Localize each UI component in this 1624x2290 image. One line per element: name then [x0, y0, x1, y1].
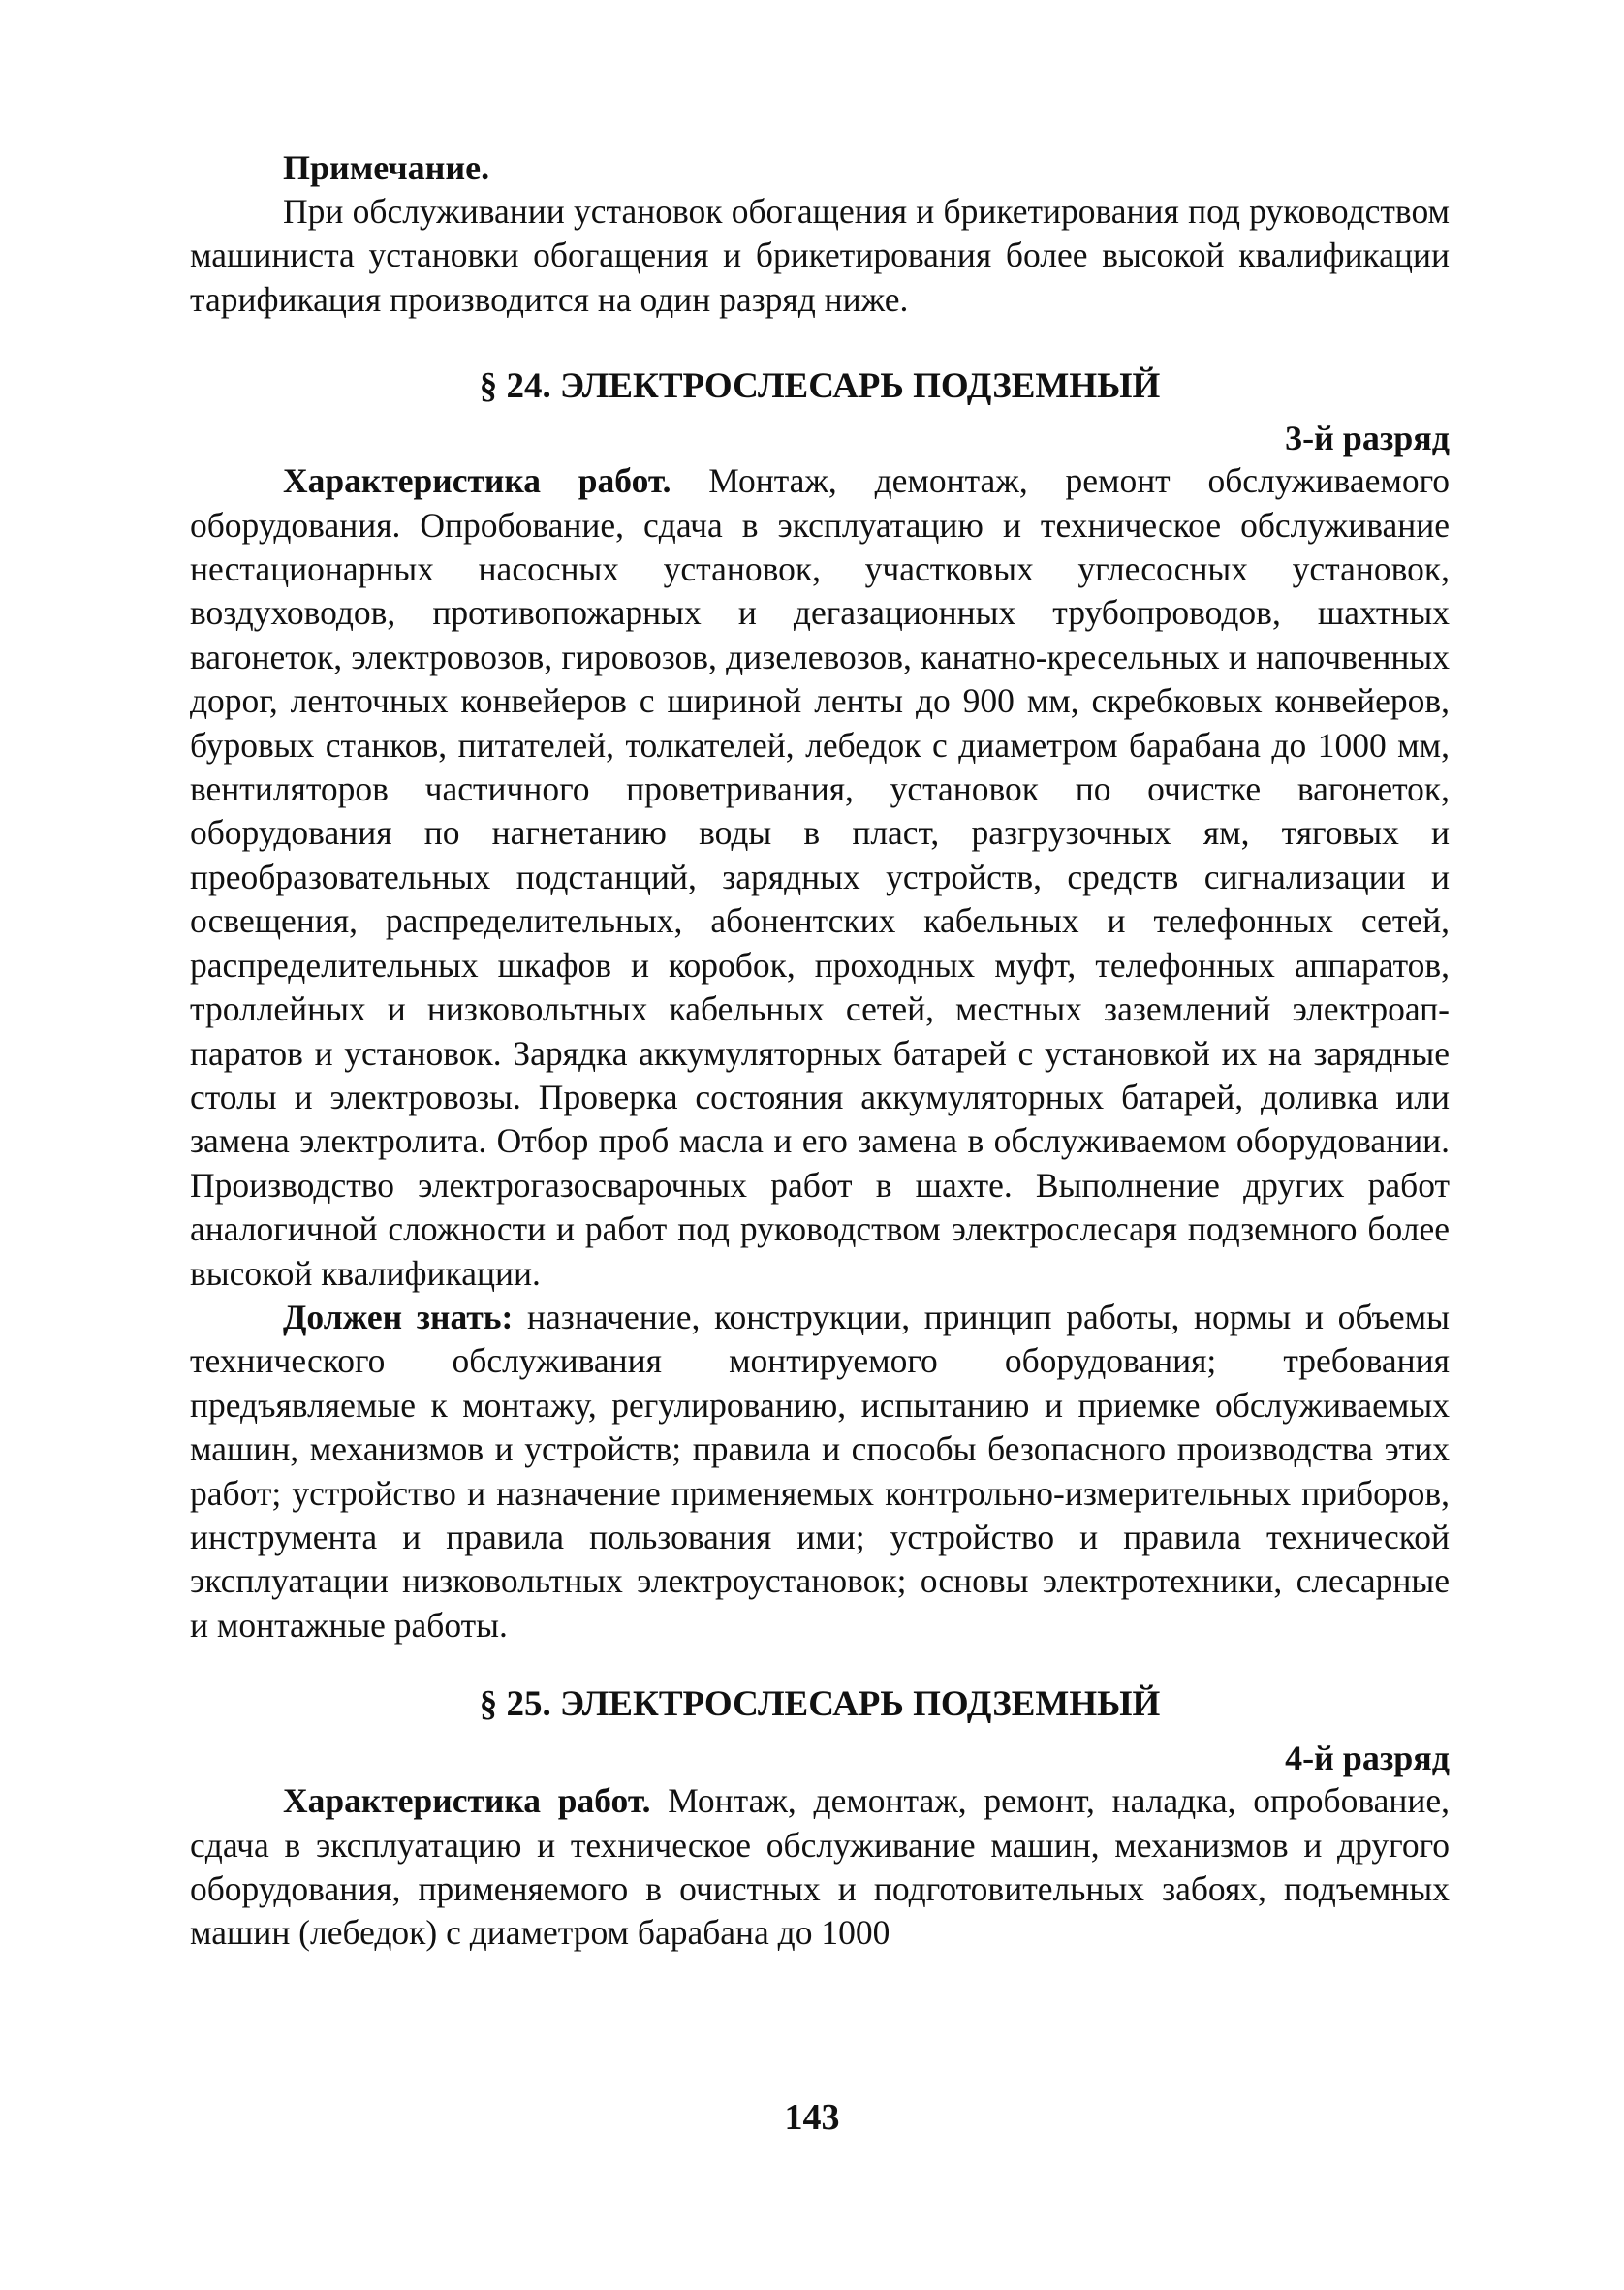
- section-25-title: § 25. ЭЛЕКТРОСЛЕСАРЬ ПОДЗЕМНЫЙ: [479, 1684, 1161, 1725]
- page-content: [190, 145, 1450, 1956]
- section-24-work-label: Характеристика работ.: [283, 461, 671, 501]
- section-25-grade: 4-й разряд: [1285, 1739, 1450, 1778]
- page-number: 143: [784, 2097, 840, 2138]
- section-24-work-text: Монтаж, демонтаж, ремонт обслуживаемого оборудования. Опробование, сдача в эксплуатацию и техническое обслуживание нестационарных насосных установок, участковых углесосных установок, воздуховодов, противопожарных и дегазационных трубопроводов, шахтных вагонеток, электровозов, гировозов, дизелевозов, канатно-кресельных и напочвенных дорог, ленточных конвейеров с шириной ленты до 900 мм, скребковых конвейеров, буровых станков, питателей, толкателей, лебедок с диаметром барабана до 1000 мм, вентиляторов частичного проветривания, установок по очистке вагонеток, оборудования по нагнетанию воды в пласт, разгрузочных ям, тяговых и преобразовательных подстанций, зарядных устройств, средств сигнализации и освещения, распределительных, абонентских кабельных и телефонных сетей, распределительных шкафов и коробок, проходных муфт, телефонных аппаратов, троллейных и низковольтных кабельных сетей, местных заземлений электроаппаратов и установок. Зарядка аккумуляторных батарей с установкой их на зарядные столы и электровозы. Проверка состояния аккумуляторных батарей, доливка или замена электролита. Отбор проб масла и его замена в обслуживаемом оборудовании. Производство электрогазосварочных работ в шахте. Выполнение других работ аналогичной сложности и работ под руководством электрослесаря подземного более высокой квалификации.: [190, 461, 1451, 1293]
- section-25-work-label: Характеристика работ.: [283, 1781, 651, 1821]
- section-25-work-paragraph: [190, 1779, 1450, 1956]
- section-24-know-label: Должен знать:: [283, 1297, 514, 1336]
- note-heading: Примечание.: [283, 148, 490, 187]
- section-24-know-text: назначение, конструкции, принцип работы, нормы и объемы технического обслуживания монтируемого оборудования; требования предъявляемые к монтажу, регулированию, испытанию и приемке обслуживаемых машин, механизмов и устройств; правила и способы безопасного производства этих работ; устройство и назначение применяемых контрольно-измерительных приборов, инструмента и правила пользования ими; устройство и правила технической эксплуатации низковольтных электроустановок; основы электротехники, слесарные и монтажные работы.: [190, 1297, 1450, 1645]
- section-24-grade: 3-й разряд: [1285, 419, 1450, 458]
- section-24-work-paragraph: [190, 459, 1450, 1296]
- section-25-work-text: Монтаж, демонтаж, ремонт, наладка, опробование, сдача в эксплуатацию и техническое обслуживание машин, механизмов и другого оборудования, применяемого в очистных и подготовительных забоях, подъемных машин (лебедок) с диаметром барабана до 1000: [190, 1781, 1451, 1953]
- section-24-know-paragraph: [190, 1296, 1450, 1647]
- section-24-title: § 24. ЭЛЕКТРОСЛЕСАРЬ ПОДЗЕМНЫЙ: [479, 366, 1161, 407]
- note-text: При обслуживании установок обогащения и брикетирования под руководством машиниста установки обогащения и брикетирования более высокой квалификации тарификация производится на один разряд ниже.: [190, 192, 1450, 319]
